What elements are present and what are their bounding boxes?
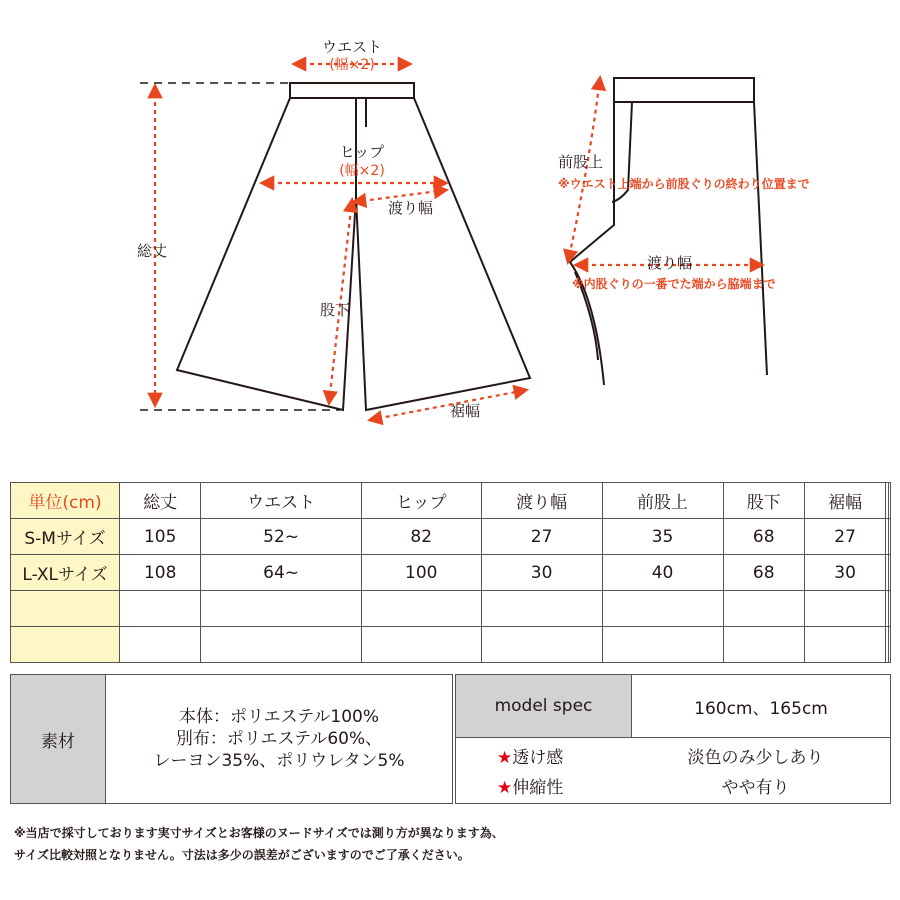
feature-value: やや有り [721,778,790,798]
table-row [11,519,891,555]
unit-label: 単位(cm) [11,483,120,519]
table-cell: 52~ [201,519,361,555]
table-cell [481,591,602,627]
front-pants-outline [177,83,530,410]
star-icon: ★ [497,748,513,768]
star-icon: ★ [497,778,513,798]
length-guides [140,83,340,410]
table-cell: 27 [804,519,885,555]
front-rise-label: 前股上 [558,153,604,171]
front-rise-note: ※ウエスト上端から前股ぐりの終わり位置まで [558,177,810,191]
table-cell [120,627,201,663]
material-table [10,674,453,804]
thigh-label: 渡り幅 [388,199,434,217]
table-cell [888,555,890,591]
table-cell: 100 [361,555,481,591]
table-cell: 64~ [201,555,361,591]
front-measure-arrows [155,64,526,420]
measurement-diagram [0,0,900,440]
note-line: ※当店で採寸しております実寸サイズとお客様のヌードサイズでは測り方が異なります為、 [14,826,504,840]
feature-label: ★透け感 [497,748,564,768]
table-row [11,555,891,591]
inseam-label: 股下 [320,301,351,319]
features-cell [456,738,891,804]
material-line: 本体：ポリエステル100% [178,707,380,727]
table-cell [723,627,804,663]
header-cell: ウエスト [201,483,361,519]
table-cell: 68 [723,555,804,591]
size-row-label [11,627,120,663]
size-row-label: S-Mサイズ [11,519,120,555]
table-cell [201,627,361,663]
material-details [106,675,453,804]
size-row-label: L-XLサイズ [11,555,120,591]
model-spec-table [455,674,891,804]
waist-note: (幅×2) [329,57,375,73]
table-cell: 105 [120,519,201,555]
table-cell [361,627,481,663]
waist-label: ウエスト [321,38,383,56]
header-cell: 渡り幅 [481,483,602,519]
table-cell: 108 [120,555,201,591]
table-cell [804,591,885,627]
header-cell: 裾幅 [804,483,885,519]
table-cell [602,627,723,663]
total-length-label: 総丈 [137,242,168,260]
feature-row [457,771,889,801]
table-cell [201,591,361,627]
hip-label: ヒップ [339,143,385,161]
feature-label: ★伸縮性 [497,778,564,798]
header-cell [888,483,890,519]
size-table-header [11,483,891,519]
side-pants-outline [570,78,767,385]
table-cell [804,627,885,663]
disclaimer-notes [14,822,504,866]
feature-row [457,741,889,771]
header-cell: 前股上 [602,483,723,519]
table-row [11,591,891,627]
table-cell: 68 [723,519,804,555]
material-line: レーヨン35%、ポリウレタン5% [153,751,405,771]
header-cell: 総丈 [120,483,201,519]
hip-note: (幅×2) [339,163,385,179]
feature-value: 淡色のみ少しあり [687,748,824,768]
table-cell [888,591,890,627]
size-table [10,482,891,663]
material-line: 別布：ポリエステル60%、 [175,729,383,749]
hem-label: 裾幅 [450,402,481,420]
size-row-label [11,591,120,627]
table-cell [888,627,890,663]
header-cell: 股下 [723,483,804,519]
table-cell [602,591,723,627]
material-label: 素材 [11,675,106,804]
table-cell [888,519,890,555]
table-cell [120,591,201,627]
table-cell: 82 [361,519,481,555]
table-cell: 35 [602,519,723,555]
model-spec-label: model spec [456,675,632,738]
table-row [11,627,891,663]
table-cell [723,591,804,627]
model-spec-value: 160cm、165cm [632,675,891,738]
side-measure-arrows [568,78,762,265]
table-cell: 30 [804,555,885,591]
table-cell: 27 [481,519,602,555]
header-cell: ヒップ [361,483,481,519]
side-thigh-note: ※内股ぐりの一番でた端から脇端まで [572,277,776,291]
note-line: サイズ比較対照となりません。寸法は多少の誤差がございますのでご了承ください。 [14,848,470,862]
table-cell: 40 [602,555,723,591]
table-cell: 30 [481,555,602,591]
table-cell [481,627,602,663]
table-cell [361,591,481,627]
side-thigh-label: 渡り幅 [647,254,693,272]
